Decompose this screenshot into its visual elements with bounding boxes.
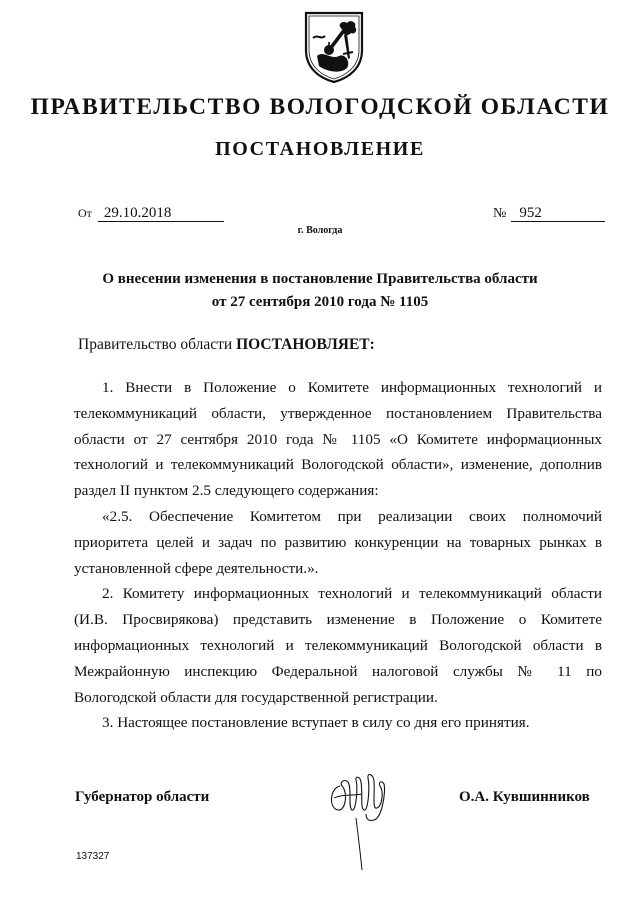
decree-verb: ПОСТАНОВЛЯЕТ:	[236, 336, 375, 353]
document-body	[74, 375, 602, 736]
paragraph-quote: «2.5. Обеспечение Комитетом при реализации своих полномочий приоритета целей и задач по развитию конкуренции на товарных рынках в установленной сфере деятельности.».	[74, 507, 602, 577]
subject-line-2: от 27 сентября 2010 года № 1105	[211, 294, 429, 310]
signatory-title: Губернатор области	[75, 789, 210, 805]
signatory-name: О.А. Кувшинников	[459, 789, 590, 805]
coat-of-arms-emblem	[303, 10, 365, 84]
document-subject	[80, 268, 560, 314]
document-type-heading: ПОСТАНОВЛЕНИЕ	[215, 138, 425, 160]
paragraph-3: 3. Настоящее постановление вступает в силу со дня его принятия.	[102, 714, 530, 732]
number-line	[493, 205, 605, 222]
date-line	[78, 205, 224, 222]
number-prefix: №	[493, 206, 507, 221]
document-code: 137327	[76, 851, 110, 862]
paragraph-1: 1. Внести в Положение о Комитете информационных технологий и телекоммуникаций области, утвержденное постановлением Правительства области от 27 сентября 2010 года № 1105 «О Комитете информационных технологий и телекоммуникаций Вологодской области», изменение, дополнив раздел II пунктом 2.5 следующего содержания:	[74, 379, 602, 500]
handwritten-signature	[322, 758, 392, 873]
decree-lead: Правительство области	[78, 336, 233, 353]
document-date: 29.10.2018	[98, 205, 224, 222]
decree-line	[78, 336, 375, 354]
government-heading: ПРАВИТЕЛЬСТВО ВОЛОГОДСКОЙ ОБЛАСТИ	[30, 94, 610, 120]
date-prefix: От	[78, 206, 92, 220]
paragraph-2: 2. Комитету информационных технологий и телекоммуникаций области (И.В. Просвирякова) представить изменение в Положение о Комитете информационных технологий и телекоммуникаций Вологодской области в Межрайонную инспекцию Федеральной налоговой службы № 11 по Вологодской области для государственной регистрации.	[74, 585, 602, 706]
subject-line-1: О внесении изменения в постановление Правительства области	[102, 271, 538, 287]
document-number: 952	[511, 205, 605, 222]
city-label: г. Вологда	[297, 225, 343, 236]
